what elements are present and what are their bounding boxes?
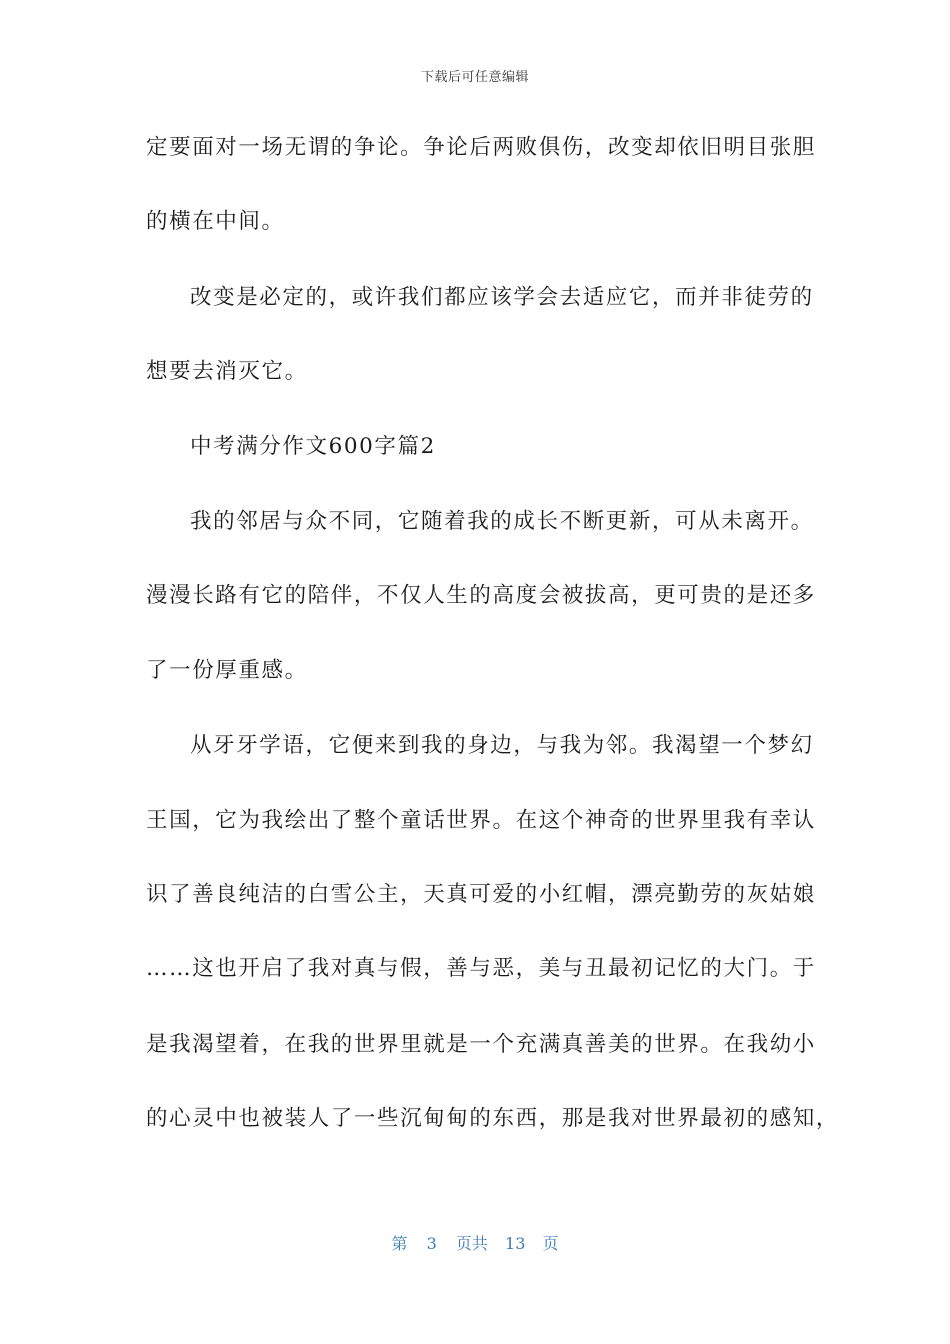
text-line: 了一份厚重感。 <box>146 658 308 683</box>
text-line: 识了善良纯洁的白雪公主，天真可爱的小红帽，漂亮勤劳的灰姑娘 <box>146 882 816 907</box>
page-prefix: 第 <box>391 1234 408 1253</box>
page-number: 3 <box>426 1234 437 1253</box>
page-mid: 页共 <box>455 1234 488 1253</box>
section-heading: 中考满分作文600字篇2 <box>190 434 436 459</box>
page-indicator <box>0 1231 950 1254</box>
text-line: 的横在中间。 <box>146 209 285 234</box>
text-line: 的心灵中也被装人了一些沉甸甸的东西，那是我对世界最初的感知， <box>146 1106 840 1131</box>
text-line: ……这也开启了我对真与假，善与恶，美与丑最初记忆的大门。于 <box>146 956 816 981</box>
text-line: 想要去消灭它。 <box>146 359 308 384</box>
text-line: 是我渴望着，在我的世界里就是一个充满真善美的世界。在我幼小 <box>146 1032 816 1057</box>
download-note: 下载后可任意编辑 <box>420 70 529 85</box>
text-line: 改变是必定的，或许我们都应该学会去适应它，而并非徒劳的 <box>190 285 814 310</box>
page-total: 13 <box>505 1234 526 1253</box>
text-line: 王国，它为我绘出了整个童话世界。在这个神奇的世界里我有幸认 <box>146 808 816 833</box>
text-line: 漫漫长路有它的陪伴，不仅人生的高度会被拔高，更可贵的是还多 <box>146 583 816 608</box>
text-line: 我的邻居与众不同，它随着我的成长不断更新，可从未离开。 <box>190 509 814 534</box>
text-line: 从牙牙学语，它便来到我的身边，与我为邻。我渴望一个梦幻 <box>190 733 814 758</box>
text-line: 定要面对一场无谓的争论。争论后两败俱伤，改变却依旧明目张胆 <box>146 135 816 160</box>
page-suffix: 页 <box>542 1234 559 1253</box>
